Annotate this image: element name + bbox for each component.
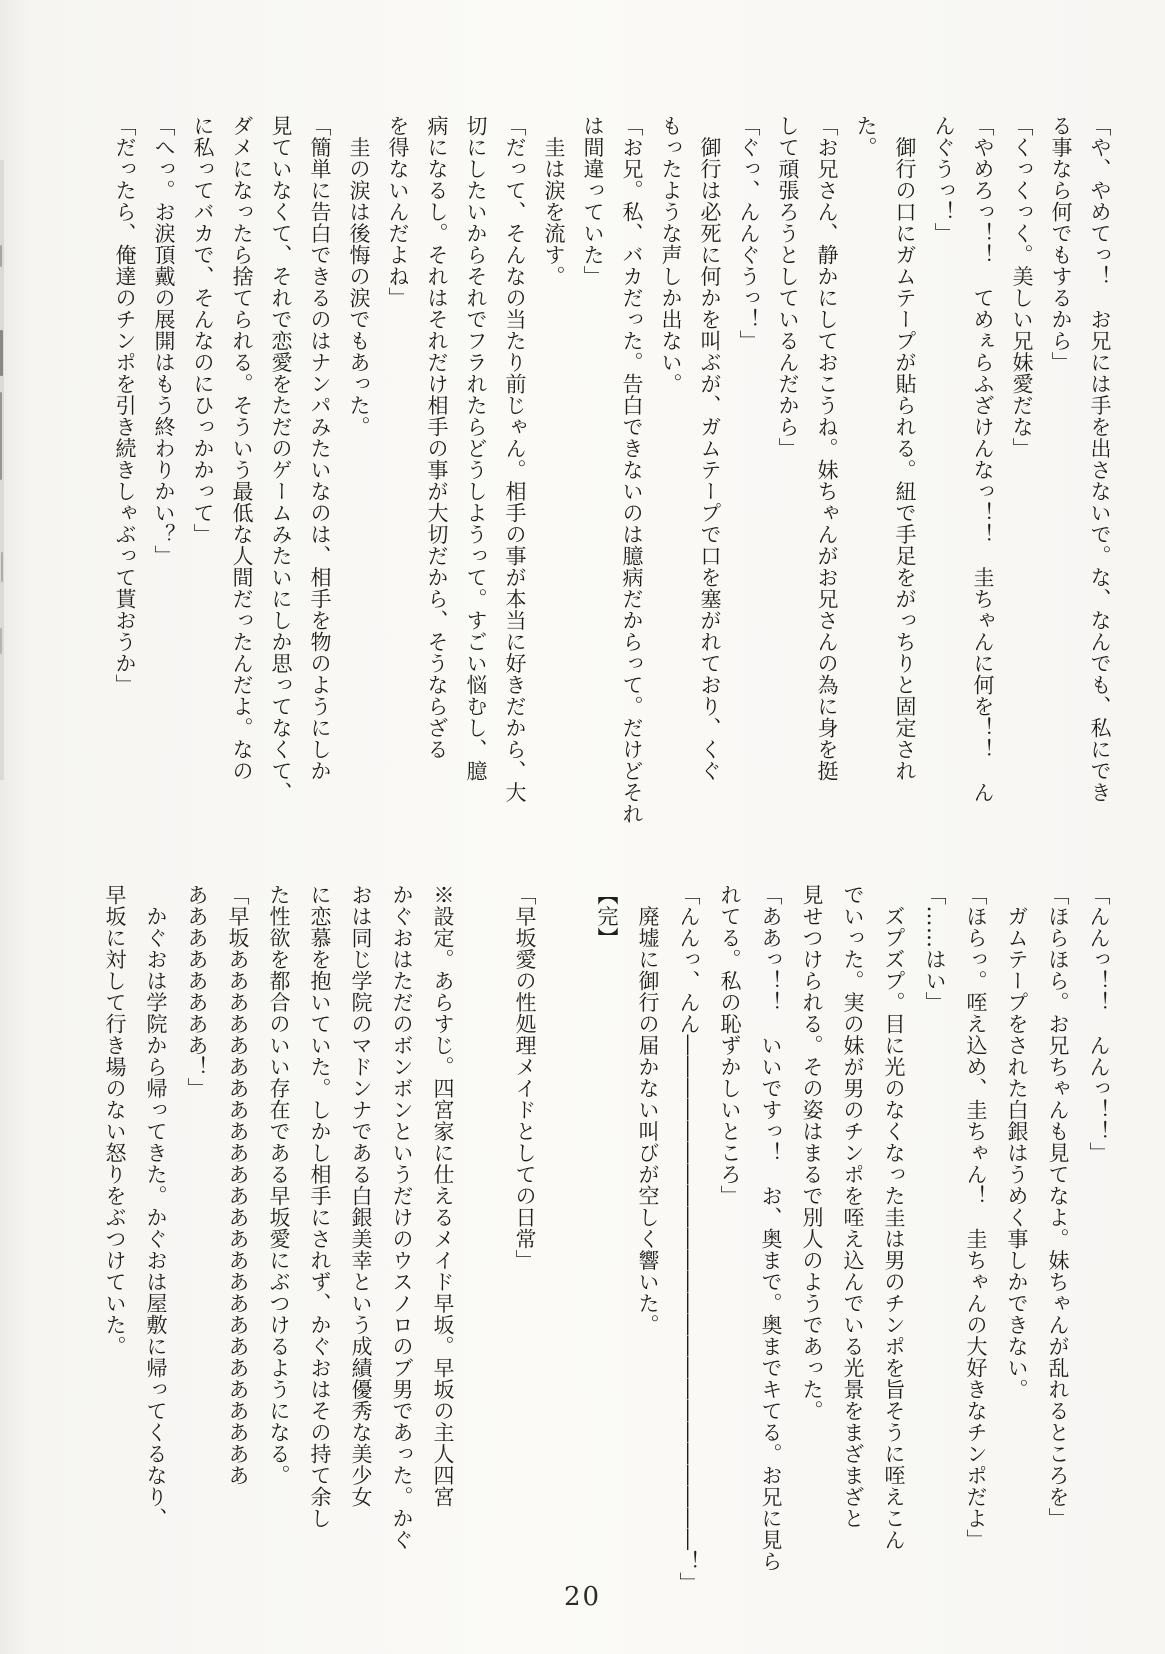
- story-block-top: [105, 115, 1119, 825]
- text-column: れてる。私の恥ずかしいところ」: [718, 884, 742, 1207]
- text-column: もったような声しか出ない。: [659, 115, 683, 395]
- text-column: 「だったら、俺達のチンポを引き続きしゃぶって貰おうか」: [113, 115, 137, 696]
- text-column: た。: [854, 115, 878, 158]
- text-column: 「早坂あああああああああああああああああああああああああ: [226, 884, 250, 1486]
- scan-artifact: [0, 330, 3, 376]
- text-column: おは同じ学院のマドンナである白銀美幸という成績優秀な美少女: [349, 884, 373, 1508]
- text-column: かぐおは学院から帰ってきた。かぐおは屋敷に帰ってくるなり、: [144, 884, 168, 1529]
- text-column: 「だって、そんなの当たり前じゃん。相手の事が本当に好きだから、大: [503, 115, 527, 803]
- text-column: 病になるし。それはそれだけ相手の事が大切だから、そうならざる: [425, 115, 449, 760]
- text-column: 「ああっ！！ いいですっ！ お、奥まで。奥までキてる。お兄に見ら: [759, 884, 783, 1572]
- text-column: は間違っていた」: [581, 115, 605, 287]
- scan-artifact: [0, 245, 2, 267]
- text-column: 圭は涙を流す。: [542, 115, 566, 287]
- page-number: 20: [563, 1582, 602, 1612]
- text-column: 見ていなくて、それで恋愛をただのゲームみたいにしか思ってなくて、: [269, 115, 293, 803]
- text-column: に私ってバカで、そんなのにひっかかって」: [191, 115, 215, 545]
- text-column: 「……はい」: [923, 884, 947, 1013]
- scan-artifact: [1, 552, 3, 582]
- text-column: ガムテープをされた白銀はうめく事しかできない。: [1005, 884, 1029, 1400]
- text-column: 「やめろっ！！ てめぇらふざけんなっ！！ 圭ちゃんに何を！！ ん: [971, 115, 995, 803]
- text-column: 「ほらほら。お兄ちゃんも見てなよ。妹ちゃんが乱れるところを」: [1046, 884, 1070, 1529]
- text-column: 【完】: [595, 884, 619, 949]
- text-column: を得ないんだよね」: [386, 115, 410, 309]
- text-column: 御行の口にガムテープが貼られる。紐で手足をがっちりと固定され: [893, 115, 917, 782]
- scan-artifact: [0, 628, 2, 654]
- text-column: ああああああああ！」: [185, 884, 209, 1099]
- column-spacer: [463, 884, 504, 1548]
- text-column: 早坂に対して行き場のない怒りをぶつけていた。: [103, 884, 127, 1357]
- text-column: ※設定。あらすじ。四宮家に仕えるメイド早坂。早坂の主人四宮: [431, 884, 455, 1508]
- text-column: 「お兄。私、バカだった。告白できないのは臆病だからって。だけどそれ: [620, 115, 644, 825]
- text-column: に恋慕を抱いていた。しかし相手にされず、かぐおはその持て余し: [308, 884, 332, 1529]
- text-column: 見せつけられる。その姿はまるで別人のようであった。: [800, 884, 824, 1422]
- text-column: 「へっ。お涙頂戴の展開はもう終わりかい？」: [152, 115, 176, 567]
- text-column: でいった。実の妹が男のチンポを咥え込んでいる光景をまざまざと: [841, 884, 865, 1529]
- text-column: た性欲を都合のいい存在である早坂愛にぶつけるようになる。: [267, 884, 291, 1486]
- text-column: 「ほらっ。咥え込め、圭ちゃん！ 圭ちゃんの大好きなチンポだよ」: [964, 884, 988, 1551]
- text-column: ズプズプ。目に光のなくなった圭は男のチンポを旨そうに咥えこん: [882, 884, 906, 1551]
- text-column: 切にしたいからそれでフラれたらどうしようって。すごい悩むし、臆: [464, 115, 488, 782]
- text-column: 「くっくっく。美しい兄妹愛だな」: [1010, 115, 1034, 459]
- story-block-bottom: [94, 884, 1119, 1594]
- text-column: 御行は必死に何かを叫ぶが、ガムテープで口を塞がれており、くぐ: [698, 115, 722, 782]
- text-column: 圭の涙は後悔の涙でもあった。: [347, 115, 371, 438]
- text-column: 「んんっ！！ んんっ！！」: [1087, 884, 1111, 1164]
- scan-artifact: [0, 392, 2, 480]
- text-column: る事なら何でもするから」: [1049, 115, 1073, 373]
- text-column: んぐうっ！」: [932, 115, 956, 244]
- column-spacer: [545, 884, 586, 1548]
- text-column: かぐおはただのボンボンというだけのウスノロのブ男であった。かぐ: [390, 884, 414, 1551]
- text-column: 「お兄さん、静かにしておこうね。妹ちゃんがお兄さんの為に身を挺: [815, 115, 839, 782]
- text-column: ダメになったら捨てられる。そういう最低な人間だったんだよ。なの: [230, 115, 254, 782]
- text-column: 「や、やめてっ！ お兄には手を出さないで。な、なんでも、私にでき: [1088, 115, 1112, 803]
- section-title-column: 「早坂愛の性処理メイドとしての日常」: [513, 884, 537, 1271]
- text-column: して頑張ろうとしているんだから」: [776, 115, 800, 459]
- text-column: 廃墟に御行の届かない叫びが空しく響いた。: [636, 884, 660, 1336]
- text-column: 「ぐっ、んんぐうっ！」: [737, 115, 761, 352]
- text-column: 「簡単に告白できるのはナンパみたいなのは、相手を物のようにしか: [308, 115, 332, 782]
- text-column: 「んんっ、んん――――――――――――――――――――――――！」: [677, 884, 701, 1594]
